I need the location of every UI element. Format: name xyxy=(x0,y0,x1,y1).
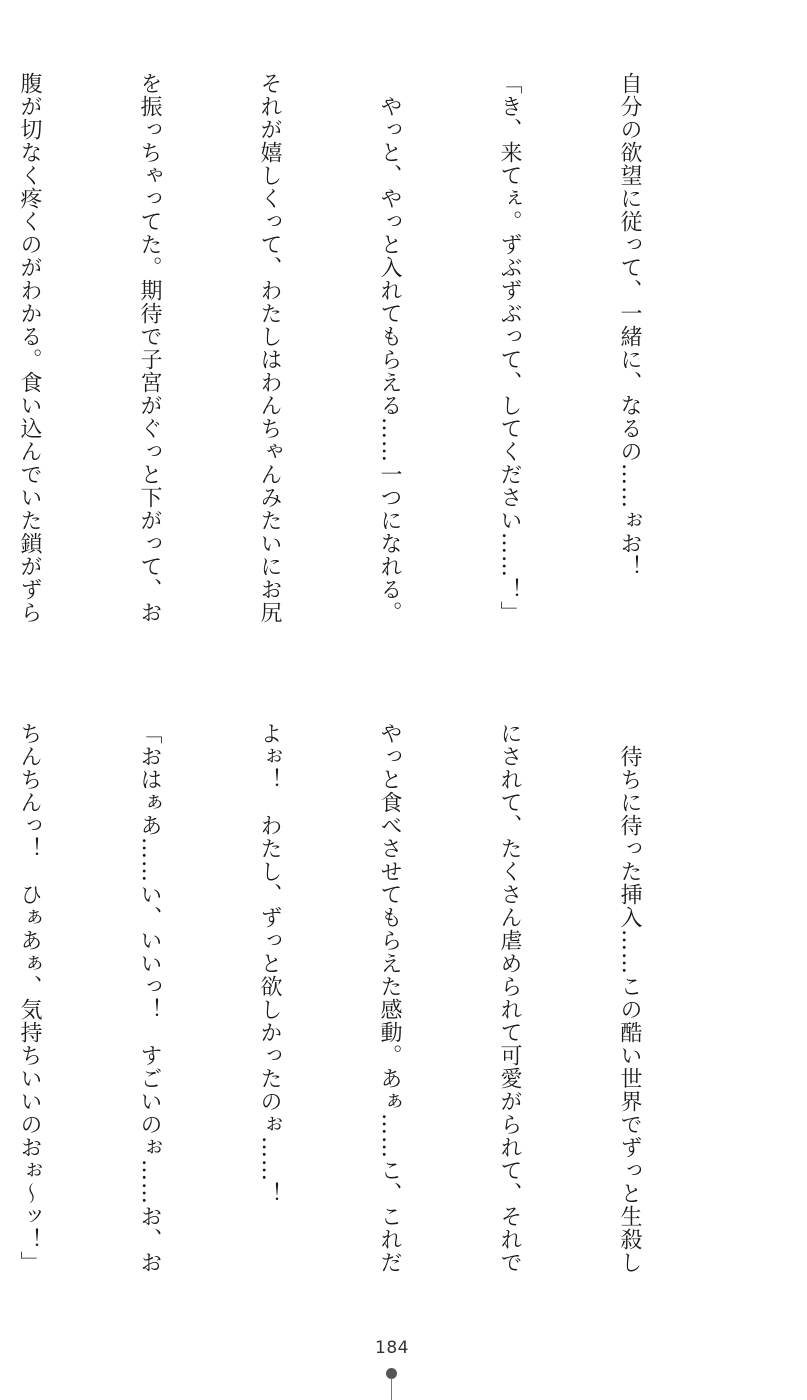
text-line: 「おはぁあ……い、いいっ！ すごいのぉ……お、お xyxy=(137,722,162,1274)
text-line: やっと、やっと入れてもらえる……一つになれる。 xyxy=(377,72,402,624)
text-line: を振っちゃってた。期待で子宮がぐっと下がって、お xyxy=(137,72,162,624)
text-line: それが嬉しくって、わたしはわんちゃんみたいにお尻 xyxy=(257,72,282,624)
text-line: よぉ！ わたし、ずっと欲しかったのぉ……！ xyxy=(257,722,282,1205)
text-line: ちんちんっ！ ひぁあぁ、気持ちいいのおぉ〜ッ！」 xyxy=(17,722,42,1274)
text-line: 自分の欲望に従って、一緒に、なるの……ぉお！ xyxy=(617,72,642,578)
page-number: 184 xyxy=(375,1338,409,1358)
text-block-bottom xyxy=(17,722,729,1322)
text-line: 腹が切なく疼くのがわかる。食い込んでいた鎖がずら xyxy=(17,72,42,624)
text-line: にされて、たくさん虐められて可愛がられて、それで xyxy=(497,722,522,1274)
text-line: 待ちに待った挿入……この酷い世界でずっと生殺し xyxy=(617,722,642,1274)
text-line: やっと食べさせてもらえた感動。あぁ……こ、これだ xyxy=(377,722,402,1274)
text-block-top xyxy=(17,72,729,672)
folio-rule xyxy=(391,1378,392,1400)
text-line: 「き、来てぇ。ずぶずぶって、してください……！」 xyxy=(497,72,522,624)
